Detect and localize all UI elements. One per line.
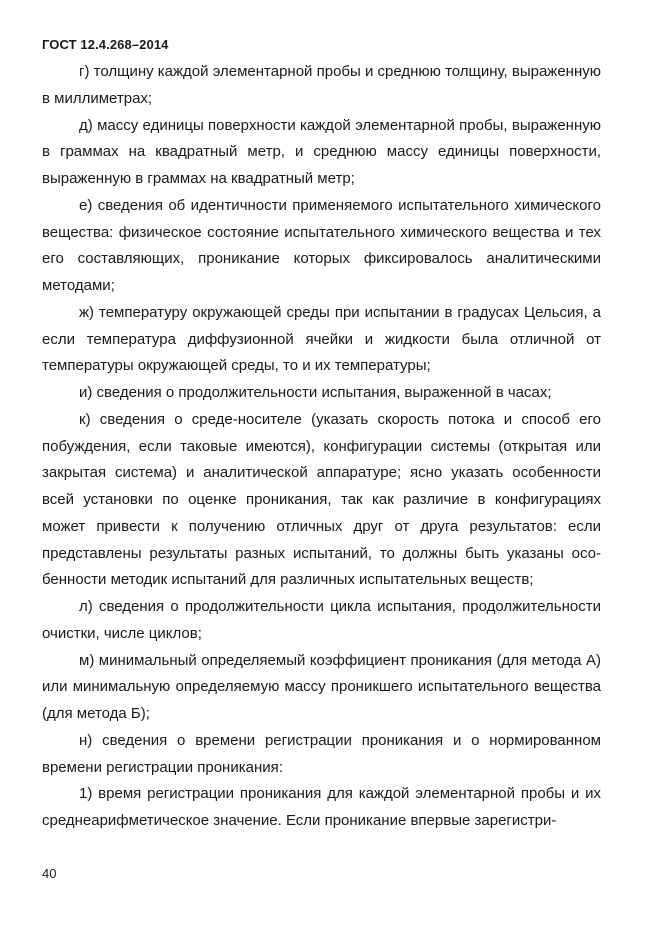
paragraph-n: н) сведения о времени регистрации проникания и о нормированном времени регистрации проникания: <box>42 731 601 776</box>
document-header: ГОСТ 12.4.268–2014 <box>42 37 169 52</box>
paragraph-l: л) сведения о продолжительности цикла испытания, продолжительности очистки, числе циклов; <box>42 598 601 642</box>
paragraph-zh: ж) температуру окружающей среды при испытании в градусах Цельсия, а если температура диффузионной ячейки и жидкости была отличной от температуры окружающей среды, то и их температуры; <box>42 303 601 375</box>
paragraph-n-1: 1) время регистрации проникания для каждой элементарной пробы и их среднеарифметическое значение. Если проникание впервые зарегистри- <box>42 785 601 829</box>
paragraph-e: е) сведения об идентичности применяемого испытательного химического вещества: физическое состояние испытательного химического вещества и тех его составляющих, проникание которых фиксировалось аналитическими методами; <box>42 196 601 294</box>
page-number: 40 <box>42 866 57 881</box>
document-body <box>42 59 601 835</box>
paragraph-m: м) минимальный определяемый коэффициент проникания (для метода А) или минимальную определяемую массу проникшего испытательного вещества (для метода Б); <box>42 651 601 722</box>
paragraph-k: к) сведения о среде-носителе (указать скорость потока и способ его побуждения, если таковые имеются), конфигурации системы (открытая или закрытая система) и аналитической аппаратуре; ясно указать особенности всей установки по оценке проникания, так как различие в конфигурациях может привести к получению отличных друг от друга результатов: если представлены результаты разных испытаний, то должны быть указаны особенности методик испытаний для различных испытательных веществ; <box>42 410 601 589</box>
paragraph-g: г) толщину каждой элементарной пробы и среднюю толщину, выраженную в миллиметрах; <box>42 63 601 107</box>
paragraph-i: и) сведения о продолжительности испытания, выраженной в часах; <box>79 384 552 401</box>
paragraph-d: д) массу единицы поверхности каждой элементарной пробы, выраженную в граммах на квадратный метр, и среднюю массу единицы поверхности, выраженную в граммах на квадратный метр; <box>42 116 601 187</box>
